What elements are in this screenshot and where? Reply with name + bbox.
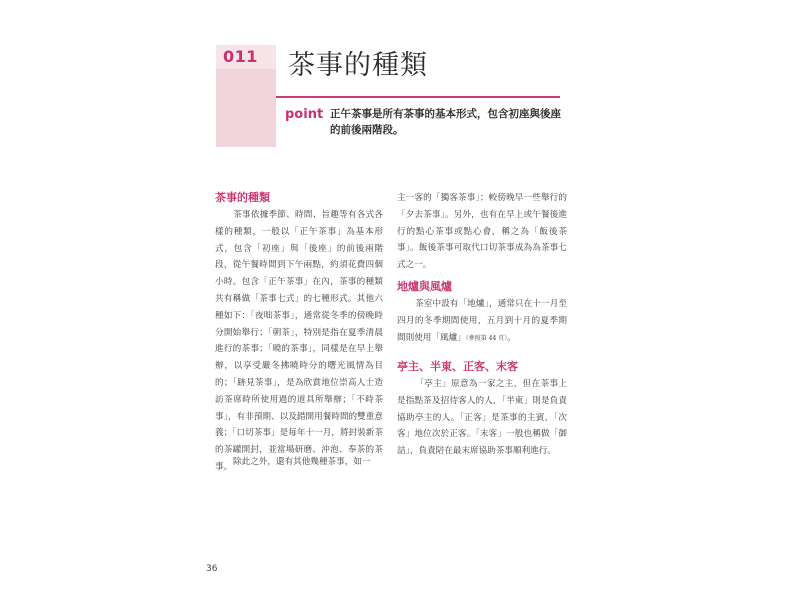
section-heading-types: 茶事的種類 — [215, 191, 270, 204]
types-paragraph-1 — [215, 207, 383, 476]
types-paragraph-2-continued: 主一客的「獨客茶事」；較傍晚早一些舉行的「夕去茶事」。另外，也有在早上或午餐後進行的點心茶事或點心會，稱之為「飯後茶事」。飯後茶事可取代口切茶事成為為茶事七式之一。 — [397, 193, 567, 271]
types-paragraph-2-text: 除此之外，還有其他幾種茶事，如一 — [233, 457, 371, 467]
point-label: point — [285, 107, 324, 122]
furo-paragraph — [397, 296, 567, 347]
chapter-title: 茶事的種類 — [288, 50, 428, 81]
title-rule — [276, 96, 560, 98]
roles-paragraph — [397, 376, 567, 460]
types-paragraph-2 — [215, 454, 383, 471]
section-heading-roles: 亭主、半東、正客、末客 — [397, 360, 518, 373]
types-paragraph-1-text: 茶事依據季節、時間、旨趣等有各式各樣的種類，一般以「正午茶事」為基本形式，包含「初座」與「後座」的前後兩階段，從午餐時間到下午兩點，約須花費四個小時。包含「正午茶事」在內，茶事的種類共有稱做「茶事七式」的七種形式。其他六種如下：「夜咄茶事」，通常從冬季的傍晚時分開始舉行；「朝茶」，特別是指在夏季清晨進行的茶事；「曉的茶事」，同樣是在早上舉辦，以享受嚴冬拂曉時分的曙光風情為目的；「跡見茶事」，是為欣賞地位崇高人士造訪茶席時所使用過的道具所舉辦；「不時茶事」，有非預期、以及錯開用餐時間的雙重意義；「口切茶事」是每年十一月，將封裝新茶的茶罐開封，並當場研磨、沖泡、奉茶的茶事。 — [215, 210, 383, 472]
furo-paragraph-end: 。 — [507, 332, 516, 343]
chapter-number: 011 — [223, 47, 258, 66]
furo-page-reference: （參照第 44 頁） — [465, 334, 508, 342]
page-number: 36 — [206, 564, 218, 574]
furo-paragraph-text: 茶室中設有「地爐」，通常只在十一月至四月的冬季期間使用，五月到十月的夏季期間則使用「風爐」 — [397, 299, 567, 343]
roles-paragraph-text: 「亭主」原意為一家之主，但在茶事上是指點茶及招待客人的人，「半東」則是負責協助亭主的人。「正客」是茶事的主賓，「次客」地位次於正客。「末客」一般也稱做「御詰」，負責陪在最末席協助茶事順利進行。 — [397, 379, 567, 457]
section-heading-furo: 地爐與風爐 — [397, 280, 452, 293]
point-text: 正午茶事是所有茶事的基本形式，包含初座與後座的前後兩階段。 — [330, 108, 561, 136]
